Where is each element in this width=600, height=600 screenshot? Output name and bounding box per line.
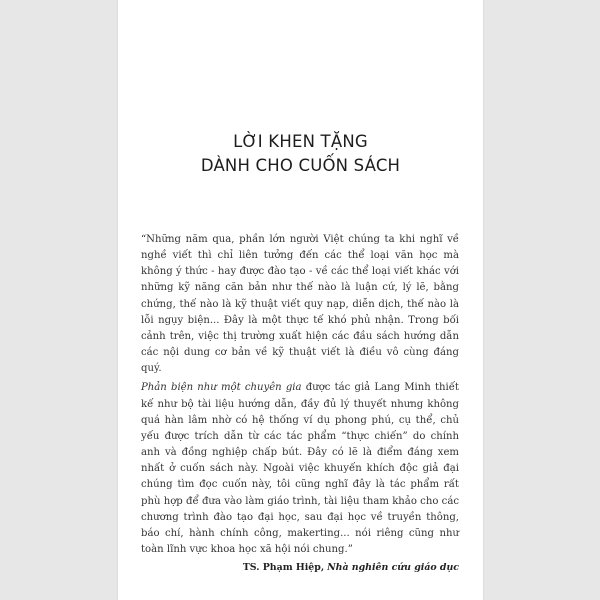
signature-role: Nhà nghiên cứu giáo dục [327,562,459,574]
book-title-italic: Phản biện như một chuyên gia [141,382,302,394]
signature [141,560,459,575]
testimonial-body [141,232,459,575]
page-title [118,130,483,178]
title-line-2: DÀNH CHO CUỐN SÁCH [200,156,401,175]
paragraph-2-text: được tác giả Lang Minh thiết kế như bộ tài liệu hướng dẫn, đầy đủ lý thuyết nhưng không quá hàn lâm nhờ có hệ thống ví dụ phong phú, cụ thể, chủ yếu được trích dẫn từ các tác phẩm “thực chiến” do chính anh và đồng nghiệp chấp bút. Đây có lẽ là điểm đáng xem nhất ở cuốn sách này. Ngoài việc khuyến khích độc giả đại chúng tìm đọc cuốn này, tôi cũng nghĩ đây là tác phẩm rất phù hợp để đưa vào làm giáo trình, tài liệu tham khảo cho các chương trình đào tạo đại học, sau đại học về truyền thông, báo chí, hành chính công, makerting... nói riêng cũng như toàn lĩnh vực khoa học xã hội nói chung.” [141,382,459,555]
signature-name: TS. Phạm Hiệp, [242,562,325,574]
testimonial-paragraph-1: “Những năm qua, phần lớn người Việt chúng ta khi nghĩ về nghề viết thì chỉ liên tưởng đến các thể loại văn học mà không ý thức - hay được đào tạo - về các thể loại viết khác với những kỹ năng căn bản như thế nào là luận cứ, lý lẽ, bằng chứng, thế nào là kỹ thuật viết quy nạp, diễn dịch, thế nào là lỗi ngụy biện... Đây là một thực tế khó phủ nhận. Trong bối cảnh trên, việc thị trường xuất hiện các đầu sách hướng dẫn các nội dung cơ bản về kỹ thuật viết là điều vô cùng đáng quý. [141,234,459,375]
title-line-1: LỜI KHEN TẶNG [233,132,368,151]
testimonial-paragraph-2 [141,380,459,558]
book-page [118,0,483,600]
